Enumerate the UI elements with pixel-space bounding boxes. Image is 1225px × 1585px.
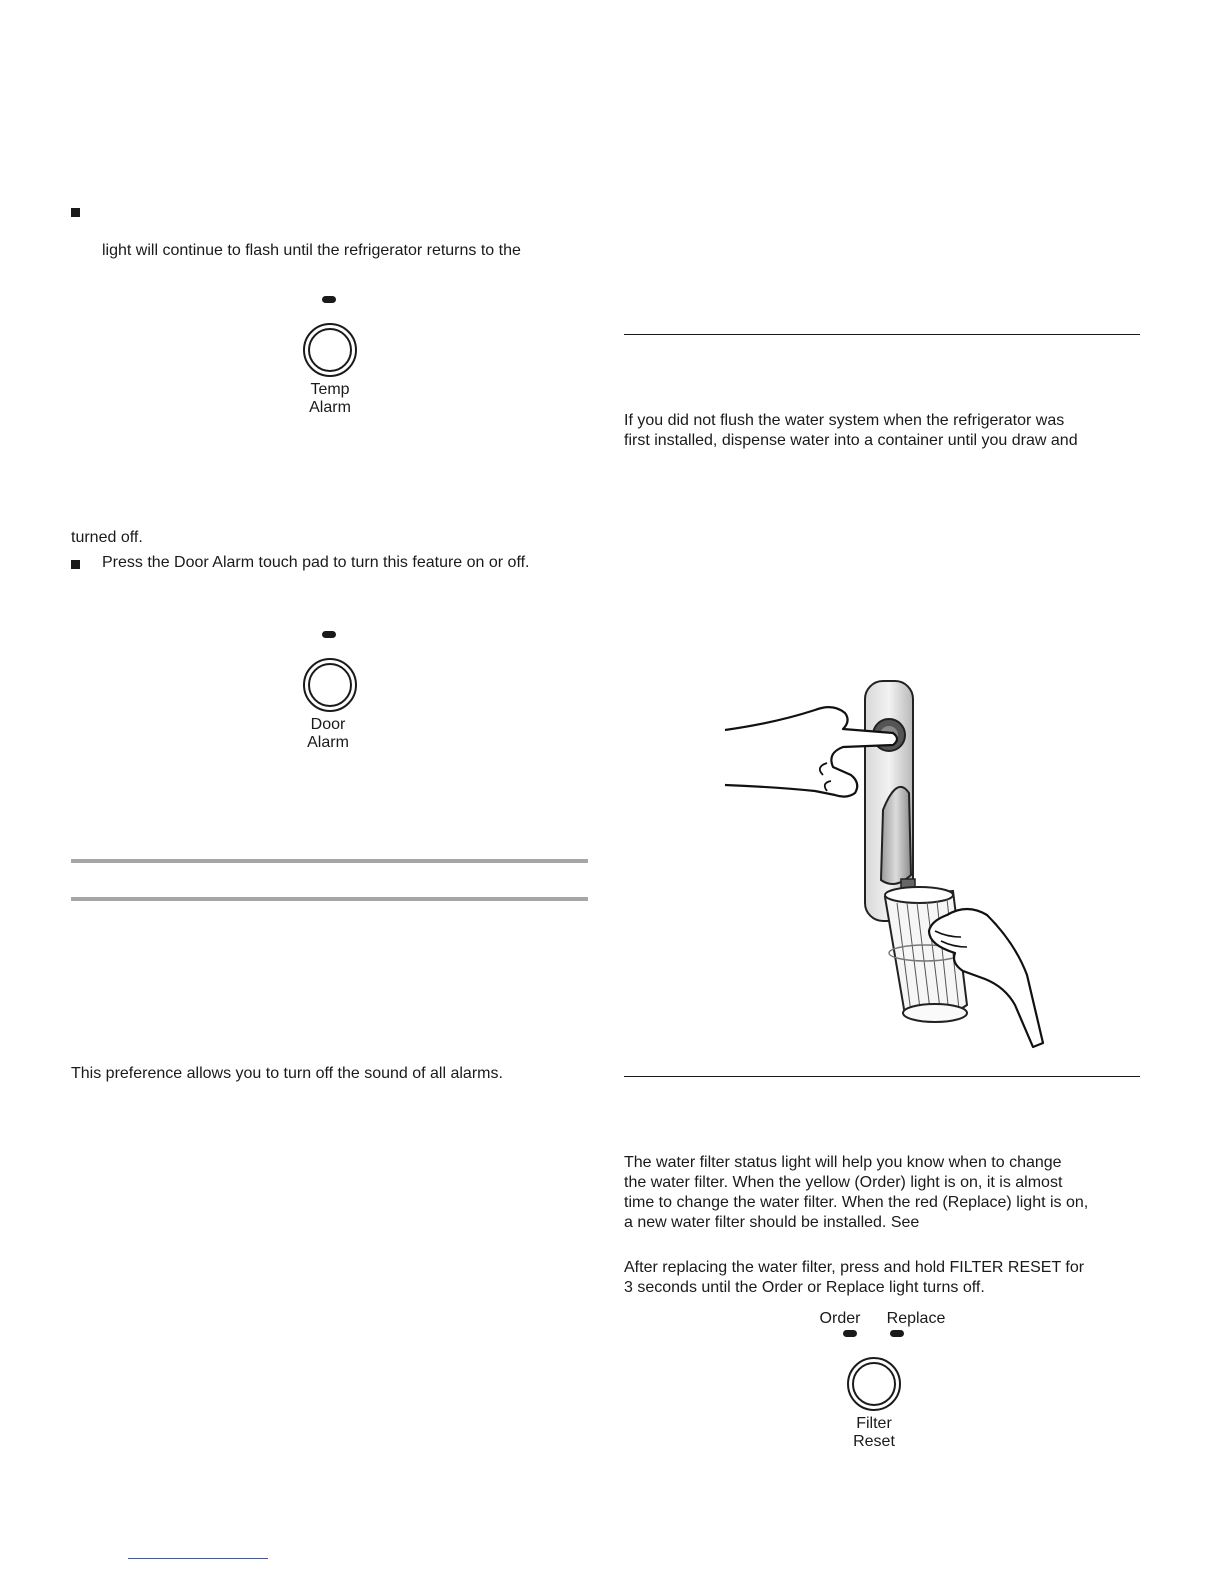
door-alarm-instruction: Press the Door Alarm touch pad to turn this feature on or off. bbox=[102, 554, 530, 571]
door-alarm-touch-pad[interactable] bbox=[303, 658, 357, 712]
filter-status-text bbox=[624, 1153, 1088, 1233]
flush-water-text bbox=[624, 411, 1078, 451]
filter-reset-label: Filter Reset bbox=[853, 1415, 895, 1450]
section-divider-top bbox=[71, 859, 588, 863]
order-label: Order bbox=[819, 1310, 861, 1327]
square-bullet-icon bbox=[71, 208, 80, 217]
hand-dispensing-water-illustration bbox=[715, 675, 1060, 1065]
replace-label: Replace bbox=[886, 1310, 946, 1327]
temp-alarm-indicator-light bbox=[322, 296, 336, 303]
temp-alarm-text: light will continue to flash until the refrigerator returns to the bbox=[102, 242, 521, 259]
square-bullet-icon bbox=[71, 560, 80, 569]
footer-link-underline[interactable] bbox=[128, 1558, 268, 1559]
filter-status-line-4: a new water filter should be installed. See bbox=[624, 1214, 920, 1231]
filter-reset-text bbox=[624, 1258, 1084, 1298]
filter-status-line-3: time to change the water filter. When the red (Replace) light is on, bbox=[624, 1194, 1089, 1211]
section-divider-bottom bbox=[71, 897, 588, 901]
replace-indicator-light bbox=[890, 1330, 904, 1337]
filter-reset-line-2: 3 seconds until the Order or Replace light turns off. bbox=[624, 1279, 985, 1296]
filter-reset-touch-pad[interactable] bbox=[847, 1357, 901, 1411]
turned-off-text: turned off. bbox=[71, 529, 143, 546]
filter-reset-line-1: After replacing the water filter, press and hold FILTER RESET for bbox=[624, 1259, 1085, 1276]
filter-status-line-1: The water filter status light will help you know when to change bbox=[624, 1154, 1062, 1171]
temp-alarm-touch-pad[interactable] bbox=[303, 323, 357, 377]
flush-line-1: If you did not flush the water system when the refrigerator was bbox=[624, 412, 1065, 429]
section-rule-filter bbox=[624, 1076, 1140, 1077]
order-indicator-light bbox=[843, 1330, 857, 1337]
filter-status-line-2: the water filter. When the yellow (Order) light is on, it is almost bbox=[624, 1174, 1063, 1191]
temp-alarm-label: Temp Alarm bbox=[309, 381, 351, 416]
door-alarm-indicator-light bbox=[322, 631, 336, 638]
mute-alarms-text: This preference allows you to turn off the sound of all alarms. bbox=[71, 1065, 503, 1082]
door-alarm-label: Door Alarm bbox=[307, 716, 349, 751]
flush-line-2: first installed, dispense water into a container until you draw and bbox=[624, 432, 1078, 449]
section-rule-flush bbox=[624, 334, 1140, 335]
